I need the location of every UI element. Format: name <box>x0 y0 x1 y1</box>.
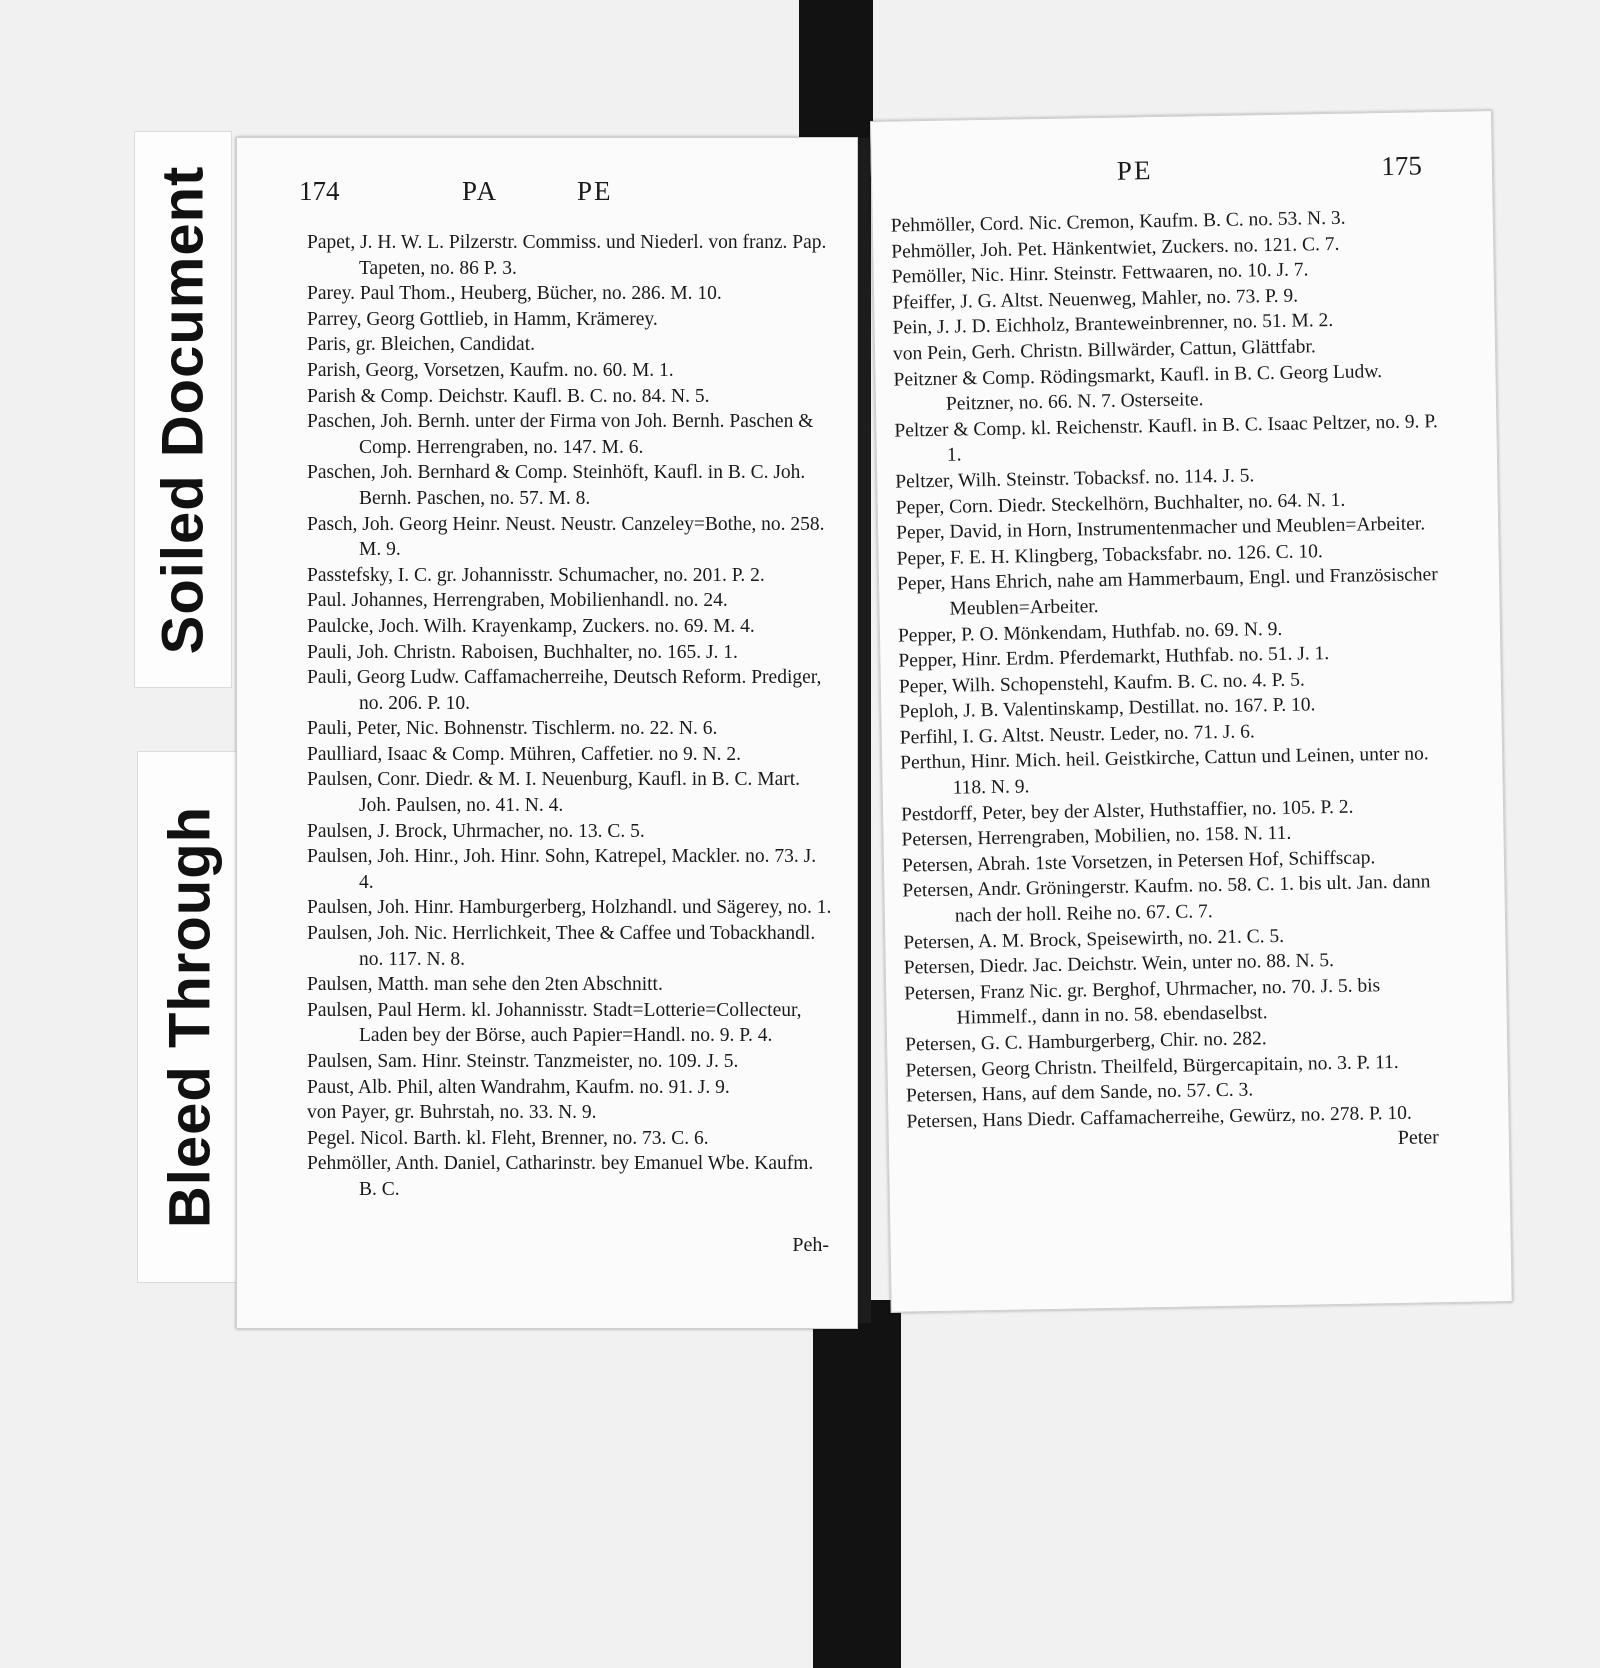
catchword: Peter <box>1397 1126 1440 1149</box>
bleed-through-text: Bleed Through <box>157 805 223 1229</box>
directory-entry: Petersen, Hans, auf dem Sande, no. 57. C. 3. <box>905 1079 1254 1107</box>
soiled-document-text: Soiled Document <box>150 165 216 654</box>
directory-entry: Pasch, Joh. Georg Heinr. Neust. Neustr. Canzeley=Bothe, no. 258. M. 9. <box>307 513 825 561</box>
directory-entry: Paulcke, Joch. Wilh. Krayenkamp, Zuckers. no. 69. M. 4. <box>307 615 755 637</box>
directory-entry: Pauli, Joh. Christn. Raboisen, Buchhalter, no. 165. J. 1. <box>307 641 738 663</box>
directory-entry: Perfihl, I. G. Altst. Neustr. Leder, no. 71. J. 6. <box>899 721 1255 749</box>
bleed-through-label <box>137 751 243 1283</box>
directory-entry: Pehmöller, Anth. Daniel, Catharinstr. bey Emanuel Wbe. Kaufm. B. C. <box>307 1153 814 1200</box>
directory-entry: Pehmöller, Cord. Nic. Cremon, Kaufm. B. C. no. 53. N. 3. <box>890 207 1346 237</box>
directory-entry: Pepper, Hinr. Erdm. Pferdemarkt, Huthfab. no. 51. J. 1. <box>898 643 1330 672</box>
directory-entry: Peper, F. E. H. Klingberg, Tobacksfabr. no. 126. C. 10. <box>896 540 1323 570</box>
directory-entry: Peper, Hans Ehrich, nahe am Hammerbaum, Engl. und Französischer Meublen=Arbeiter. <box>896 564 1438 620</box>
page-number: 175 <box>1381 150 1423 182</box>
directory-entry: Peltzer, Wilh. Steinstr. Tobacksf. no. 114. J. 5. <box>895 465 1255 493</box>
directory-entry: Pemöller, Nic. Hinr. Steinstr. Fettwaaren, no. 10. J. 7. <box>891 259 1309 288</box>
directory-entry: Parish & Comp. Deichstr. Kaufl. B. C. no. 84. N. 5. <box>307 385 710 407</box>
directory-entry: Paulsen, Sam. Hinr. Steinstr. Tanzmeister, no. 109. J. 5. <box>307 1051 739 1072</box>
directory-entry: Paulsen, Paul Herm. kl. Johannisstr. Stadt=Lotterie=Collecteur, Laden bey der Börse, auch Papier=Handl. no. 9. P. 4. <box>307 999 802 1047</box>
directory-entry: von Payer, gr. Buhrstah, no. 33. N. 9. <box>307 1102 597 1124</box>
page-number: 174 <box>299 176 340 206</box>
directory-entry: Petersen, Andr. Gröningerstr. Kaufm. no. 58. C. 1. bis ult. Jan. dann nach der holl. Reihe no. 67. C. 7. <box>902 871 1431 927</box>
left-page-header <box>237 176 857 216</box>
directory-entry: Paulsen, Joh. Nic. Herrlichkeit, Thee & Caffee und Tobackhandl. no. 117. N. 8. <box>307 923 816 970</box>
directory-entries <box>307 230 832 1203</box>
directory-entry: Petersen, Herrengraben, Mobilien, no. 158. N. 11. <box>901 823 1292 851</box>
directory-entry: Pein, J. J. D. Eichholz, Branteweinbrenner, no. 51. M. 2. <box>892 310 1334 340</box>
spine-strip-bottom <box>813 1300 901 1668</box>
directory-entries <box>891 204 1467 1135</box>
directory-entry: Peitzner & Comp. Rödingsmarkt, Kaufl. in B. C. Georg Ludw. Peitzner, no. 66. N. 7. Osterseite. <box>893 360 1383 415</box>
right-page-header <box>872 149 1493 200</box>
directory-entry: Pestdorff, Peter, bey der Alster, Huthstaffier, no. 105. P. 2. <box>900 796 1354 826</box>
directory-entry: Papet, J. H. W. L. Pilzerstr. Commiss. und Niederl. von franz. Pap. Tapeten, no. 86 P. 3. <box>307 232 827 279</box>
directory-entry: Peltzer & Comp. kl. Reichenstr. Kaufl. in B. C. Isaac Peltzer, no. 9. P. 1. <box>894 410 1439 467</box>
directory-entry: Paulsen, Joh. Hinr. Hamburgerberg, Holzhandl. und Sägerey, no. 1. <box>307 897 832 919</box>
directory-entry: Paschen, Joh. Bernhard & Comp. Steinhöft, Kaufl. in B. C. Joh. Bernh. Paschen, no. 57. M. 8. <box>307 462 806 509</box>
directory-entry: Peper, David, in Horn, Instrumentenmacher und Meublen=Arbeiter. <box>896 513 1426 544</box>
directory-entry: Parey. Paul Thom., Heuberg, Bücher, no. 286. M. 10. <box>307 283 722 305</box>
directory-entry: Paulliard, Isaac & Comp. Mühren, Caffetier. no 9. N. 2. <box>307 743 741 765</box>
catchword: Peh- <box>792 1234 829 1256</box>
directory-entry: Pfeiffer, J. G. Altst. Neuenweg, Mahler, no. 73. P. 9. <box>891 285 1299 314</box>
directory-entry: Paris, gr. Bleichen, Candidat. <box>307 334 536 356</box>
directory-entry: Passtefsky, I. C. gr. Johannisstr. Schumacher, no. 201. P. 2. <box>307 564 765 586</box>
directory-entry: Petersen, Diedr. Jac. Deichstr. Wein, unter no. 88. N. 5. <box>903 950 1335 979</box>
directory-entry: Paust, Alb. Phil, alten Wandrahm, Kaufm. no. 91. J. 9. <box>307 1076 730 1098</box>
directory-entry: Parrey, Georg Gottlieb, in Hamm, Krämerey. <box>307 308 658 330</box>
directory-entry: Pepper, P. O. Mönkendam, Huthfab. no. 69. N. 9. <box>897 618 1283 647</box>
directory-entry: Peper, Corn. Diedr. Steckelhörn, Buchhalter, no. 64. N. 1. <box>895 489 1346 519</box>
directory-entry: Pauli, Peter, Nic. Bohnenstr. Tischlerm. no. 22. N. 6. <box>307 718 718 740</box>
soiled-document-label <box>134 131 232 688</box>
directory-entry: Petersen, Georg Christn. Theilfeld, Bürgercapitain, no. 3. P. 11. <box>905 1051 1399 1082</box>
directory-entry: Pauli, Georg Ludw. Caffamacherreihe, Deutsch Reform. Prediger, no. 206. P. 10. <box>307 667 822 714</box>
right-page <box>870 110 1513 1313</box>
directory-entry: Peper, Wilh. Schopenstehl, Kaufm. B. C. no. 4. P. 5. <box>898 669 1305 698</box>
directory-entry: Paulsen, Matth. man sehe den 2ten Abschnitt. <box>307 974 663 996</box>
directory-entry: von Pein, Gerh. Christn. Billwärder, Cattun, Glättfabr. <box>892 336 1316 365</box>
directory-entry: Pehmöller, Joh. Pet. Hänkentwiet, Zuckers. no. 121. C. 7. <box>891 233 1340 263</box>
directory-entry: Paulsen, J. Brock, Uhrmacher, no. 13. C. 5. <box>307 820 645 842</box>
running-head-pe: PE <box>577 176 613 206</box>
directory-entry: Paschen, Joh. Bernh. unter der Firma von Joh. Bernh. Paschen & Comp. Herrengraben, no. 147. M. 6. <box>307 411 814 458</box>
directory-entry: Petersen, Hans Diedr. Caffamacherreihe, Gewürz, no. 278. P. 10. <box>906 1102 1412 1133</box>
directory-entry: Petersen, Franz Nic. gr. Berghof, Uhrmacher, no. 70. J. 5. bis Himmelf., dann in no. 58. ebendaselbst. <box>904 975 1381 1030</box>
running-head-pa: PA <box>462 176 499 206</box>
directory-entry: Parish, Georg, Vorsetzen, Kaufm. no. 60. M. 1. <box>307 359 674 381</box>
left-page <box>236 137 858 1329</box>
running-head-pe: PE <box>1116 155 1153 186</box>
directory-entry: Paul. Johannes, Herrengraben, Mobilienhandl. no. 24. <box>307 590 728 612</box>
directory-entry: Paulsen, Conr. Diedr. & M. I. Neuenburg, Kaufl. in B. C. Mart. Joh. Paulsen, no. 41. N. 4. <box>307 769 801 817</box>
directory-entry: Perthun, Hinr. Mich. heil. Geistkirche, Cattun und Leinen, unter no. 118. N. 9. <box>900 743 1429 799</box>
spine-strip-top <box>799 0 873 145</box>
directory-entry: Peploh, J. B. Valentinskamp, Destillat. no. 167. P. 10. <box>899 694 1316 723</box>
directory-entry: Pegel. Nicol. Barth. kl. Fleht, Brenner, no. 73. C. 6. <box>307 1127 709 1149</box>
directory-entry: Petersen, G. C. Hamburgerberg, Chir. no. 282. <box>904 1028 1267 1056</box>
directory-entry: Petersen, Abrah. 1ste Vorsetzen, in Petersen Hof, Schiffscap. <box>901 847 1376 877</box>
directory-entry: Paulsen, Joh. Hinr., Joh. Hinr. Sohn, Katrepel, Mackler. no. 73. J. 4. <box>307 846 817 893</box>
directory-entry: Petersen, A. M. Brock, Speisewirth, no. 21. C. 5. <box>903 925 1285 954</box>
